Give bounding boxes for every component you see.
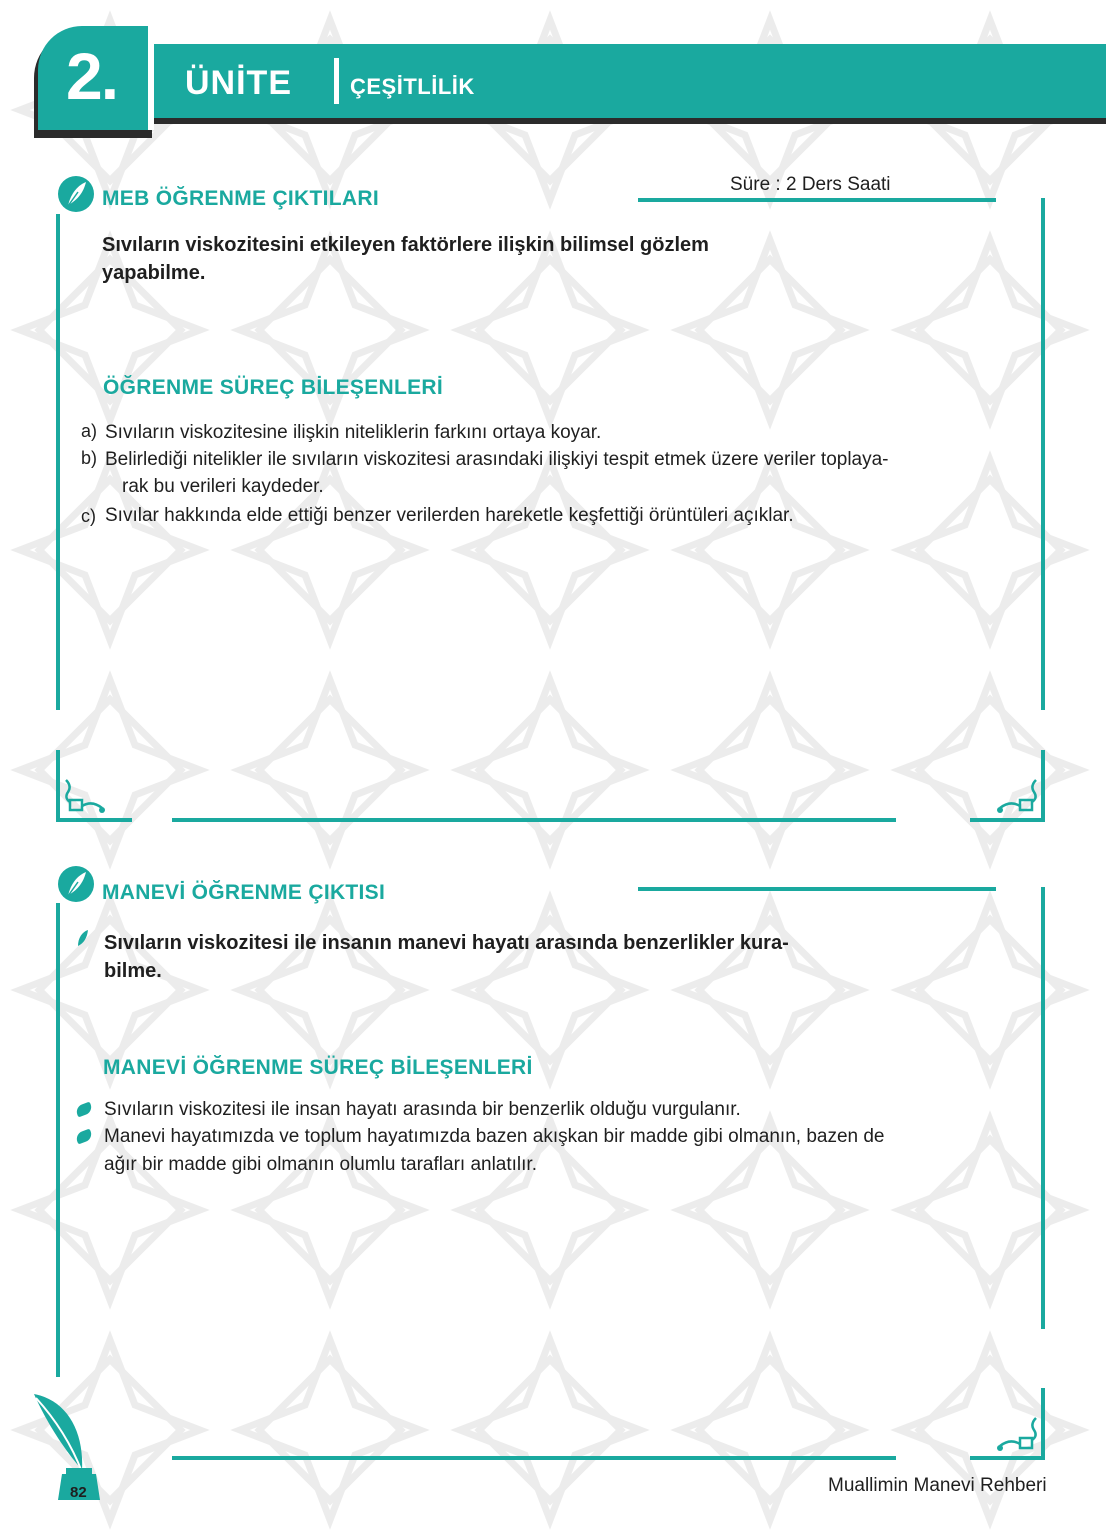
left-bottom-frame xyxy=(56,750,60,820)
process-item-a: Sıvıların viskozitesine ilişkin niteliklerin farkını ortaya koyar. xyxy=(105,422,602,443)
bottom-mid-rule xyxy=(172,818,896,822)
unit-topic: ÇEŞİTLİLİK xyxy=(350,74,475,99)
spiritual-outcome-line1: Sıvıların viskozitesi ile insanın manevi hayatı arasında benzerlikler kura- xyxy=(104,932,789,954)
spiritual-item-1: Sıvıların viskozitesi ile insan hayatı arasında bir benzerlik olduğu vurgulanır. xyxy=(104,1099,741,1120)
unit-number: 2. xyxy=(66,39,118,113)
top-right-rule xyxy=(638,198,996,202)
process-item-b-line1: Belirlediği nitelikler ile sıvıların viskozitesi arasındaki ilişkiyi tespit etmek üzere veriler toplaya- xyxy=(105,449,889,470)
meb-outcomes-title: MEB ÖĞRENME ÇIKTILARI xyxy=(102,187,379,210)
ornament-corner-icon xyxy=(62,776,108,816)
process-item-c: Sıvılar hakkında elde ettiği benzer verilerden hareketle keşfettiği örüntüleri açıklar. xyxy=(105,505,794,526)
bottom-left-rule xyxy=(56,818,132,822)
top-right-rule-2 xyxy=(638,887,996,891)
quill-inkwell-icon xyxy=(26,1390,106,1510)
feather-icon xyxy=(58,866,94,902)
spiritual-outcome-line2: bilme. xyxy=(104,960,162,982)
right-frame-line xyxy=(1041,198,1045,710)
meb-outcome-line1: Sıvıların viskozitesini etkileyen faktörlere ilişkin bilimsel gözlem xyxy=(102,234,709,256)
process-title: ÖĞRENME SÜREÇ BİLEŞENLERİ xyxy=(103,376,444,399)
ornament-corner-icon xyxy=(994,776,1040,816)
left-frame-line xyxy=(56,214,60,710)
right-bottom-frame-2 xyxy=(1041,1388,1045,1458)
right-frame-line-2 xyxy=(1041,887,1045,1329)
item-marker-b: b) xyxy=(81,448,98,468)
header-separator xyxy=(334,58,339,104)
page-number: 82 xyxy=(70,1484,87,1501)
book-title: Muallimin Manevi Rehberi xyxy=(828,1475,1047,1496)
bottom-right-rule-2 xyxy=(970,1456,1045,1460)
feather-icon xyxy=(58,176,94,212)
left-frame-line-2 xyxy=(56,903,60,1377)
bottom-right-rule xyxy=(970,818,1045,822)
item-marker-c: c) xyxy=(81,506,96,526)
spiritual-item-2-line1: Manevi hayatımızda ve toplum hayatımızda bazen akışkan bir madde gibi olmanın, bazen de xyxy=(104,1126,885,1147)
unit-label: ÜNİTE xyxy=(185,64,292,102)
process-item-b-line2: rak bu verileri kaydeder. xyxy=(122,476,324,497)
ornament-corner-icon xyxy=(994,1414,1040,1454)
spiritual-outcome-title: MANEVİ ÖĞRENME ÇIKTISI xyxy=(102,881,386,904)
item-marker-a: a) xyxy=(81,421,98,441)
spiritual-item-2-line2: ağır bir madde gibi olmanın olumlu tarafları anlatılır. xyxy=(104,1154,537,1175)
bottom-mid-rule-2 xyxy=(172,1456,896,1460)
header-band xyxy=(150,44,1106,118)
duration: Süre : 2 Ders Saati xyxy=(730,174,891,195)
right-bottom-frame xyxy=(1041,750,1045,820)
leaf-icon xyxy=(76,928,90,948)
meb-outcome-line2: yapabilme. xyxy=(102,262,206,284)
spiritual-process-title: MANEVİ ÖĞRENME SÜREÇ BİLEŞENLERİ xyxy=(103,1056,533,1079)
